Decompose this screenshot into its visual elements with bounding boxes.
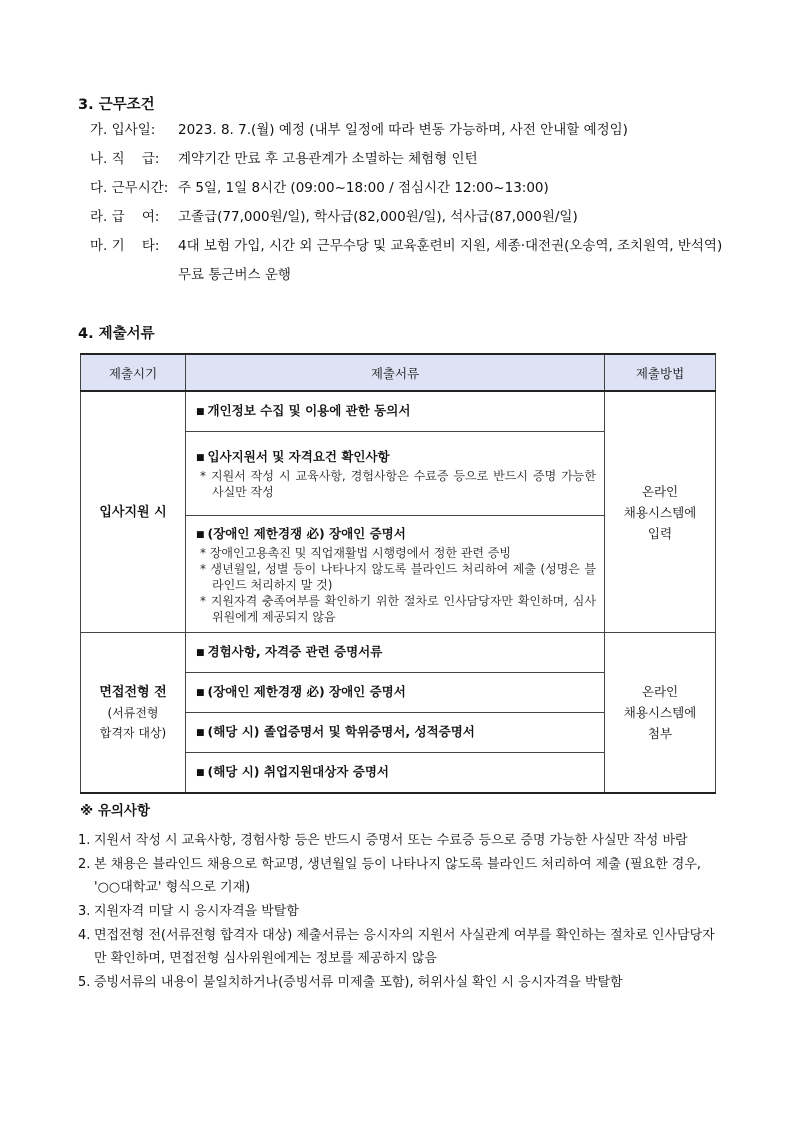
note-number: 5. — [78, 975, 91, 990]
list-item — [80, 971, 720, 994]
doc-cell — [186, 713, 605, 753]
table-row — [81, 633, 716, 673]
condition-start-date — [90, 122, 730, 151]
doc-title: ■ (장애인 제한경쟁 必) 장애인 증명서 — [196, 525, 596, 545]
condition-other — [90, 238, 730, 288]
condition-label: 나. 직 급: — [90, 151, 160, 167]
condition-value: 4대 보험 가입, 시간 외 근무수당 및 교육훈련비 지원, 세종·대전권(오송역, 조치원역, 반석역) 무료 통근버스 운행 — [178, 238, 723, 283]
method-line: 온라인 — [641, 684, 679, 699]
method-line: 채용시스템에 — [623, 504, 697, 520]
doc-title: ■ 경험사항, 자격증 관련 증명서류 — [196, 643, 596, 663]
doc-note: * 지원자격 충족여부를 확인하기 위한 절차로 인사담당자만 확인하며, 심사위원에게 제공되지 않음 — [196, 593, 596, 625]
method-line: 첨부 — [647, 726, 673, 741]
doc-title: ■ 개인정보 수집 및 이용에 관한 동의서 — [196, 402, 596, 422]
when-label: 면접전형 전 — [99, 685, 167, 700]
table-row — [81, 391, 716, 432]
condition-label: 라. 급 여: — [90, 209, 160, 225]
notes-title: ※ 유의사항 — [80, 803, 150, 819]
header-method: 제출방법 — [605, 354, 716, 391]
note-number: 2. — [78, 857, 91, 872]
doc-title: ■ 입사지원서 및 자격요건 확인사항 — [196, 448, 596, 468]
method-line: 채용시스템에 — [623, 705, 697, 720]
condition-value: 고졸급(77,000원/일), 학사급(82,000원/일), 석사급(87,000원/일) — [178, 209, 578, 225]
doc-title: ■ (해당 시) 취업지원대상자 증명서 — [196, 763, 596, 783]
note-text: 본 채용은 블라인드 채용으로 학교명, 생년월일 등이 나타나지 않도록 블라인드 처리하여 제출 (필요한 경우, '○○대학교' 형식으로 기재) — [94, 857, 702, 895]
when-sub: (서류전형 — [107, 706, 159, 720]
doc-cell — [186, 633, 605, 673]
condition-label: 다. 근무시간: — [90, 180, 169, 196]
table-header-row — [81, 354, 716, 391]
doc-note: * 장애인고용촉진 및 직업재활법 시행령에서 정한 관련 증빙 — [196, 545, 596, 561]
method-line: 입력 — [647, 525, 673, 541]
work-conditions — [90, 122, 730, 288]
doc-title: ■ (해당 시) 졸업증명서 및 학위증명서, 성적증명서 — [196, 723, 596, 743]
note-number: 3. — [78, 904, 91, 919]
condition-label: 마. 기 타: — [90, 238, 160, 254]
note-number: 1. — [78, 833, 91, 848]
notes-list — [80, 829, 720, 994]
condition-value: 2023. 8. 7.(월) 예정 (내부 일정에 따라 변동 가능하며, 사전 안내할 예정임) — [178, 122, 628, 138]
header-when: 제출시기 — [81, 354, 186, 391]
notes-section — [80, 799, 720, 995]
condition-value: 계약기간 만료 후 고용관계가 소멸하는 체험형 인턴 — [178, 151, 478, 167]
doc-cell — [186, 432, 605, 516]
doc-cell — [186, 391, 605, 432]
condition-value: 주 5일, 1일 8시간 (09:00~18:00 / 점심시간 12:00~13:00) — [178, 180, 549, 196]
doc-note: * 지원서 작성 시 교육사항, 경험사항은 수료증 등으로 반드시 증명 가능한 사실만 작성 — [196, 468, 596, 500]
section-3-title: 3. 근무조건 — [78, 97, 155, 113]
method-cell-application — [605, 391, 716, 633]
list-item — [80, 829, 720, 852]
list-item — [80, 924, 720, 970]
list-item — [80, 900, 720, 923]
note-number: 4. — [78, 928, 91, 943]
header-documents: 제출서류 — [186, 354, 605, 391]
method-cell-interview — [605, 633, 716, 794]
doc-cell — [186, 516, 605, 633]
when-cell-application — [81, 391, 186, 633]
note-text: 지원자격 미달 시 응시자격을 박탈함 — [94, 904, 299, 919]
doc-cell — [186, 753, 605, 794]
condition-hours — [90, 180, 730, 209]
condition-label: 가. 입사일: — [90, 122, 156, 138]
when-label: 입사지원 시 — [99, 505, 167, 520]
method-line: 온라인 — [641, 483, 679, 499]
documents-table — [80, 353, 716, 794]
note-text: 지원서 작성 시 교육사항, 경험사항 등은 반드시 증명서 또는 수료증 등으로 증명 가능한 사실만 작성 바람 — [94, 833, 688, 848]
note-text: 증빙서류의 내용이 불일치하거나(증빙서류 미제출 포함), 허위사실 확인 시 응시자격을 박탈함 — [94, 975, 623, 990]
list-item — [80, 853, 720, 899]
doc-title: ■ (장애인 제한경쟁 必) 장애인 증명서 — [196, 683, 596, 703]
condition-rank — [90, 151, 730, 180]
section-4-title: 4. 제출서류 — [78, 326, 155, 342]
doc-note: * 생년월일, 성별 등이 나타나지 않도록 블라인드 처리하여 제출 (성명은 블라인드 처리하지 말 것) — [196, 561, 596, 593]
doc-cell — [186, 673, 605, 713]
when-sub: 합격자 대상) — [99, 726, 167, 740]
note-text: 면접전형 전(서류전형 합격자 대상) 제출서류는 응시자의 지원서 사실관계 여부를 확인하는 절차로 인사담당자만 확인하며, 면접전형 심사위원에게는 정보를 제공하지 않음 — [94, 928, 715, 966]
when-cell-interview — [81, 633, 186, 794]
